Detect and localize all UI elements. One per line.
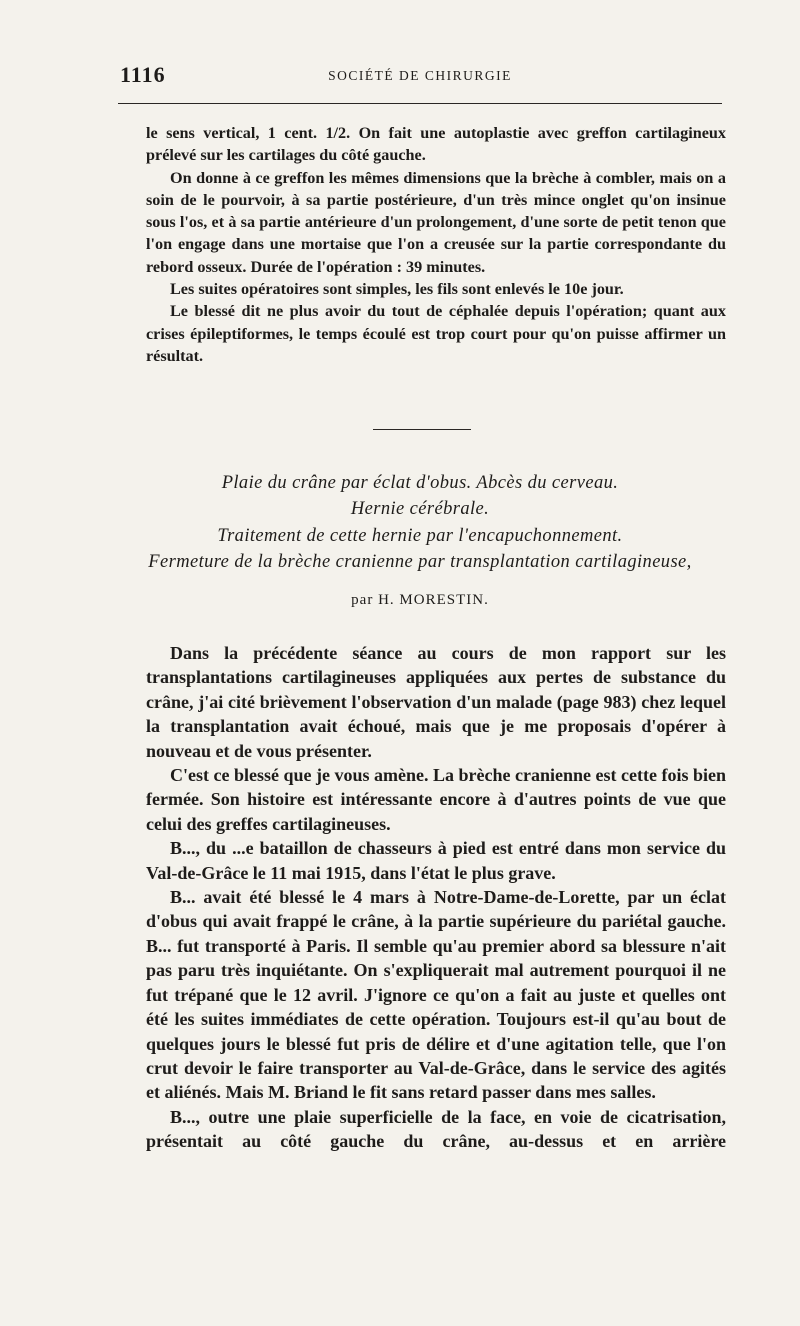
paragraph: Le blessé dit ne plus avoir du tout de céphalée depuis l'opération; quant aux crises épileptiformes, le temps écoulé est trop court pour qu'on puisse affirmer un résultat. [146, 302, 726, 365]
title-line: Traitement de cette hernie par l'encapuchonnement. [217, 525, 623, 546]
paragraph: Dans la précédente séance au cours de mon rapport sur les transplantations cartilagineuses appliquées aux pertes de substance du crâne, j'ai cité brièvement l'observation d'un malade (page 983) chez lequel la transplantation avait échoué, mais que je me proposais d'opérer à nouveau et de vous présenter. [146, 643, 726, 761]
paragraph: C'est ce blessé que je vous amène. La brèche cranienne est cette fois bien fermée. Son histoire est intéressante encore à d'autres points de vue que celui des greffes cartilagineuses. [146, 765, 726, 834]
continued-observation [146, 122, 726, 367]
page-header [120, 62, 720, 92]
header-rule [118, 103, 722, 104]
title-line: Hernie cérébrale. [350, 499, 490, 520]
title-line: Plaie du crâne par éclat d'obus. Abcès du cerveau. [221, 473, 619, 493]
paragraph: B..., du ...e bataillon de chasseurs à pied est entré dans mon service du Val-de-Grâce le 11 mai 1915, dans l'état le plus grave. [146, 838, 726, 883]
running-title: SOCIÉTÉ DE CHIRURGIE [328, 68, 512, 83]
article-body [146, 641, 726, 1154]
paragraph: B..., outre une plaie superficielle de la face, en voie de cicatrisation, présentait au côté gauche du crâne, au-dessus et en arrière [146, 1106, 726, 1152]
article-author: par H. MORESTIN. [351, 592, 489, 608]
paragraph: le sens vertical, 1 cent. 1/2. On fait une autoplastie avec greffon cartilagineux prélevé sur les cartilages du côté gauche. [146, 124, 726, 165]
paragraph: B... avait été blessé le 4 mars à Notre-Dame-de-Lorette, par un éclat d'obus qui avait frappé le crâne, à la partie supérieure du pariétal gauche. B... fut transporté à Paris. Il semble qu'au premier abord sa blessure n'ait pas paru très inquiétante. On s'expliquerait mal autrement pourquoi il ne fut trépané que le 12 avril. J'ignore ce qu'on a fait au juste et quelles ont été les suites immédiates de cette opération. Toujours est-il qu'au bout de quelques jours le blessé fut pris de délire et d'une agitation telle, que l'on crut devoir le faire transporter au Val-de-Grâce, dans le service des agités et aliénés. Mais M. Briand le fit sans retard passer dans mes salles. [146, 887, 726, 1103]
paragraph: Les suites opératoires sont simples, les fils sont enlevés le 10e jour. [170, 280, 624, 299]
paragraph: On donne à ce greffon les mêmes dimensions que la brèche à combler, mais on a soin de le pourvoir, à sa partie postérieure, d'un très mince onglet qu'on insinue sous l'os, et à sa partie antérieure d'un prolongement, d'une sorte de petit tenon que l'on engage dans une mortaise que l'on a creusée sur la partie correspondante du rebord osseux. Durée de l'opération : 39 minutes. [146, 168, 726, 276]
section-divider [373, 429, 471, 430]
title-line: Fermeture de la brèche cranienne par transplantation cartilagineuse, [148, 551, 692, 572]
page-number: 1116 [120, 62, 166, 87]
article-title [110, 470, 730, 575]
